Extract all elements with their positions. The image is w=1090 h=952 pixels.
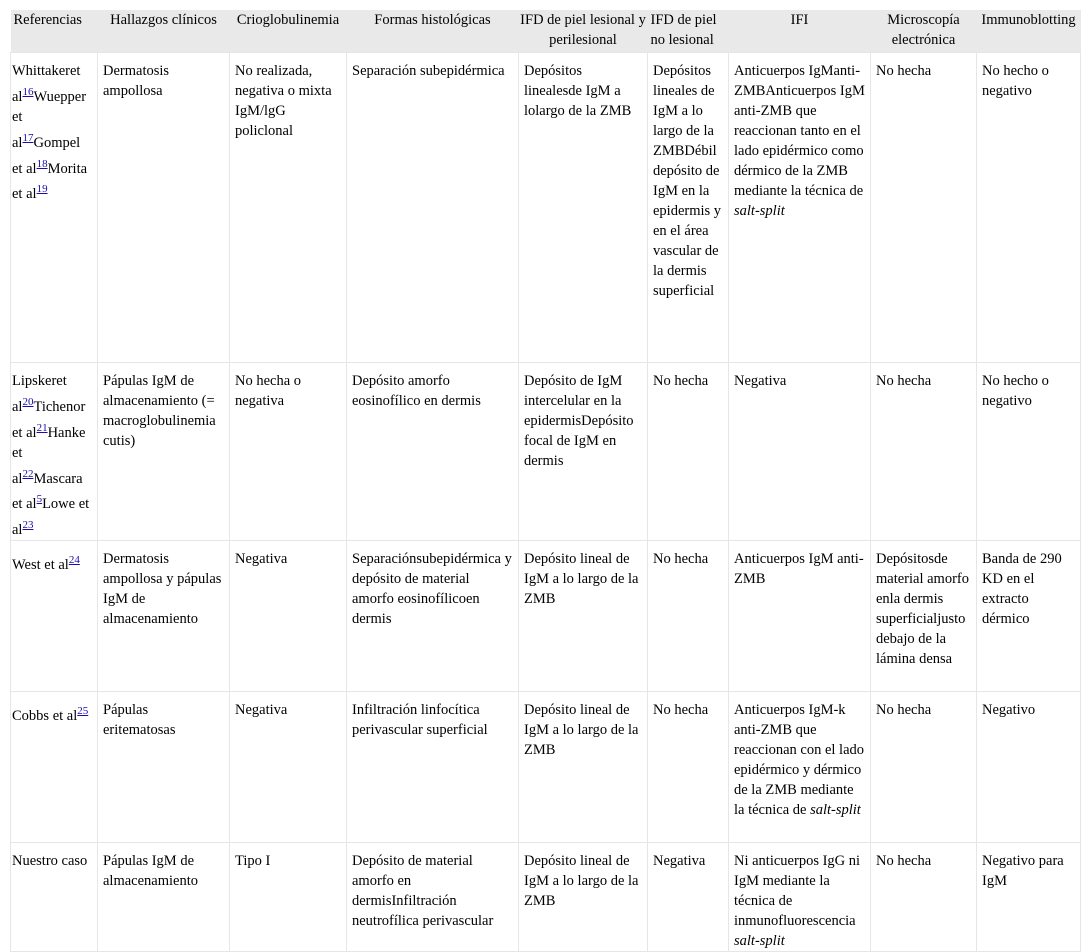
ref-link[interactable]: 5 bbox=[36, 493, 43, 506]
cell-em: Depósitosde material amorfo enla dermis superficialjusto debajo de la lámina densa bbox=[871, 541, 977, 692]
ifi-technique: salt-split bbox=[810, 802, 861, 819]
header-hallazgos-clinicos: Hallazgos clínicos bbox=[98, 10, 230, 53]
ref-link[interactable]: 23 bbox=[22, 519, 34, 532]
cell-references bbox=[11, 692, 98, 843]
ref-name: Lowe et al bbox=[12, 496, 90, 539]
ref-name: Cobbs et al bbox=[12, 707, 78, 724]
cell-cryo: Negativa bbox=[230, 692, 347, 843]
cell-cryo: Tipo I bbox=[230, 843, 347, 952]
cell-clinical: Pápulas IgM de almacenamiento bbox=[98, 843, 230, 952]
ref-link[interactable]: 16 bbox=[22, 86, 34, 98]
cell-ifi: Negativa bbox=[729, 363, 871, 541]
cell-references bbox=[11, 363, 98, 541]
ref-link[interactable]: 20 bbox=[22, 396, 34, 408]
table-row bbox=[11, 692, 1081, 843]
cell-ifi bbox=[729, 53, 871, 363]
header-ifi: IFI bbox=[729, 10, 871, 53]
ref-link[interactable]: 24 bbox=[68, 554, 80, 567]
cell-blot: Banda de 290 KD en el extracto dérmico bbox=[977, 541, 1081, 692]
cell-histo: Depósito de material amorfo en dermisInfiltración neutrofílica perivascular bbox=[347, 843, 519, 952]
header-crioglobulinemia: Crioglobulinemia bbox=[230, 10, 347, 53]
cell-references bbox=[11, 541, 98, 692]
ref-link[interactable]: 18 bbox=[36, 157, 48, 170]
ifi-text: Ni anticuerpos IgG ni IgM mediante la técnica de inmunofluorescencia bbox=[734, 853, 861, 930]
ref-name: Nuestro caso bbox=[12, 853, 88, 870]
cell-references bbox=[11, 53, 98, 363]
cell-cryo: No realizada, negativa o mixta IgM/lgG policlonal bbox=[230, 53, 347, 363]
cell-em: No hecha bbox=[871, 53, 977, 363]
cell-blot: Negativo bbox=[977, 692, 1081, 843]
cell-ifi bbox=[729, 692, 871, 843]
cell-ifi bbox=[729, 843, 871, 952]
references-table bbox=[10, 10, 1081, 952]
cell-histo: Infiltración linfocítica perivascular superficial bbox=[347, 692, 519, 843]
cell-ifd-lesional: Depósito lineal de IgM a lo largo de la ZMB bbox=[519, 843, 648, 952]
header-ifd-no-lesional: IFD de piel no lesional bbox=[648, 10, 729, 53]
cell-cryo: No hecha o negativa bbox=[230, 363, 347, 541]
header-referencias: Referencias bbox=[11, 10, 98, 53]
header-row bbox=[11, 10, 1081, 53]
ref-name: Wuepper et al bbox=[12, 88, 87, 151]
cell-ifd-nonlesional: Depósitos lineales de IgM a lo largo de la ZMBDébil depósito de IgM en la epidermis y en el área vascular de la dermis superficial bbox=[648, 53, 729, 363]
ifi-text: Anticuerpos IgM-k anti-ZMB que reaccionan con el lado epidérmico y dérmico de la ZMB mediante la técnica de bbox=[734, 702, 865, 819]
header-ifd-lesional: IFD de piel lesional y perilesional bbox=[519, 10, 648, 53]
header-immunoblotting: Immunoblotting bbox=[977, 10, 1081, 53]
cell-ifd-nonlesional: No hecha bbox=[648, 692, 729, 843]
ref-name: Lipskeret al bbox=[12, 373, 67, 415]
ref-name: Whittakeret al bbox=[12, 63, 81, 105]
ref-name: Tichenor et al bbox=[12, 398, 86, 441]
table-row bbox=[11, 363, 1081, 541]
cell-blot: Negativo para IgM bbox=[977, 843, 1081, 952]
cell-clinical: Pápulas eritematosas bbox=[98, 692, 230, 843]
table-row bbox=[11, 843, 1081, 952]
cell-cryo: Negativa bbox=[230, 541, 347, 692]
cell-ifd-lesional: Depósito lineal de IgM a lo largo de la ZMB bbox=[519, 541, 648, 692]
header-microscopia-electronica: Microscopía electrónica bbox=[871, 10, 977, 53]
cell-clinical: Pápulas IgM de almacenamiento (= macroglobulinemia cutis) bbox=[98, 363, 230, 541]
cell-references bbox=[11, 843, 98, 952]
cell-clinical: Dermatosis ampollosa y pápulas IgM de almacenamiento bbox=[98, 541, 230, 692]
cell-clinical: Dermatosis ampollosa bbox=[98, 53, 230, 363]
cell-ifd-nonlesional: No hecha bbox=[648, 541, 729, 692]
cell-ifd-nonlesional: No hecha bbox=[648, 363, 729, 541]
cell-blot: No hecho o negativo bbox=[977, 53, 1081, 363]
references-table-container bbox=[10, 10, 1080, 952]
cell-ifd-lesional: Depósito lineal de IgM a lo largo de la ZMB bbox=[519, 692, 648, 843]
ref-name: Gompel et al bbox=[12, 134, 81, 177]
ifi-technique: salt-split bbox=[734, 933, 785, 950]
ref-name: Hanke et al bbox=[12, 424, 86, 487]
header-formas-histologicas: Formas histológicas bbox=[347, 10, 519, 53]
cell-ifi: Anticuerpos IgM anti-ZMB bbox=[729, 541, 871, 692]
cell-ifd-nonlesional: Negativa bbox=[648, 843, 729, 952]
cell-em: No hecha bbox=[871, 363, 977, 541]
ref-name: Mascara et al bbox=[12, 470, 83, 513]
table-row bbox=[11, 53, 1081, 363]
cell-ifd-lesional: Depósito de IgM intercelular en la epidermisDepósito focal de IgM en dermis bbox=[519, 363, 648, 541]
cell-blot: No hecho o negativo bbox=[977, 363, 1081, 541]
ref-link[interactable]: 22 bbox=[22, 467, 34, 480]
ref-link[interactable]: 17 bbox=[22, 131, 34, 144]
cell-em: No hecha bbox=[871, 843, 977, 952]
cell-histo: Separaciónsubepidérmica y depósito de material amorfo eosinofílicoen dermis bbox=[347, 541, 519, 692]
ref-name: Morita et al bbox=[12, 160, 88, 203]
ifi-technique: salt-split bbox=[734, 203, 785, 219]
cell-histo: Separación subepidérmica bbox=[347, 53, 519, 363]
cell-ifd-lesional: Depósitos linealesde IgM a lolargo de la ZMB bbox=[519, 53, 648, 363]
cell-em: No hecha bbox=[871, 692, 977, 843]
table-row bbox=[11, 541, 1081, 692]
ref-name: West et al bbox=[12, 556, 69, 573]
ifi-text: Anticuerpos IgManti-ZMBAnticuerpos IgM anti-ZMB que reaccionan tanto en el lado epidérmico como dérmico de la ZMB mediante la técnica de bbox=[734, 63, 865, 199]
cell-histo: Depósito amorfo eosinofílico en dermis bbox=[347, 363, 519, 541]
ref-link[interactable]: 19 bbox=[36, 183, 48, 196]
ref-link[interactable]: 25 bbox=[77, 705, 89, 718]
ref-link[interactable]: 21 bbox=[36, 421, 48, 434]
